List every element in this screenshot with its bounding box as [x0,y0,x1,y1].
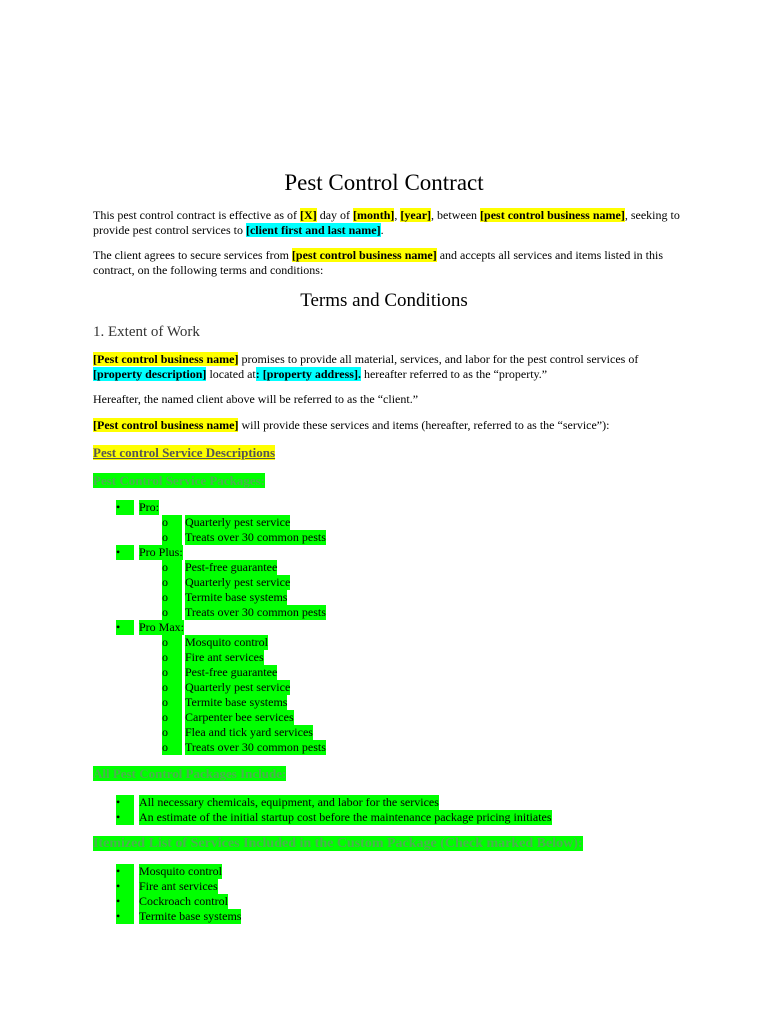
sub-bullet-icon: o [162,635,182,650]
terms-heading: Terms and Conditions [300,290,468,311]
section-1-paragraph-2 [93,392,683,407]
sub-bullet-icon: o [162,725,182,740]
itemized-heading-text: Itemized List of Services Included in the Custom Package (Check marked Below): [93,836,583,851]
list-item-text: Pest-free guarantee [185,560,278,574]
bullet-icon: • [116,864,134,879]
placeholder-field: [X] [300,208,317,222]
bullet-icon: • [116,894,134,909]
packages-heading-text: Pest Control Service Packages: [93,473,265,488]
list-item-text: Fire ant services [185,650,264,664]
list-item-text: Termite base systems [139,909,242,923]
list-item-text: Quarterly pest service [185,575,291,589]
placeholder-field: [pest control business name] [480,208,625,222]
list-item-text: Carpenter bee services [185,710,294,724]
sub-bullet-icon: o [162,515,182,530]
list-item-text: Mosquito control [185,635,268,649]
placeholder-field: [Pest control business name] [93,418,239,432]
sub-bullet-icon: o [162,695,182,710]
list-item-text: Quarterly pest service [185,515,291,529]
section-1-paragraph-3 [93,418,683,433]
text-run: located at [206,367,256,381]
itemized-heading [93,836,583,852]
list-item-text: An estimate of the initial startup cost before the maintenance package pricing initiates [139,810,552,824]
all-include-heading-text: All Pest Control Packages Include: [93,766,287,781]
placeholder-field: : [property address]. [255,367,361,381]
intro-paragraph-2 [93,248,683,278]
sub-bullet-icon: o [162,650,182,665]
section-1-paragraph-1 [93,352,683,382]
bullet-icon: • [116,795,134,810]
bullet-icon: • [116,879,134,894]
list-item-text: Treats over 30 common pests [185,605,326,619]
bullet-icon: • [116,810,134,825]
sub-bullet-icon: o [162,710,182,725]
list-item-text: All necessary chemicals, equipment, and labor for the services [139,795,439,809]
list-item-text: Cockroach control [139,894,228,908]
sub-bullet-icon: o [162,590,182,605]
text-run: The client agrees to secure services from [93,248,292,262]
packages-heading [93,473,265,489]
service-descriptions-heading [93,445,275,461]
intro-paragraph-1 [93,208,683,238]
list-item-text: Pro Max: [139,620,184,634]
document-title: Pest Control Contract [284,170,484,195]
section-1-heading: 1. Extent of Work [93,324,200,340]
sub-bullet-icon: o [162,680,182,695]
list-item-text: Treats over 30 common pests [185,530,326,544]
list-item-text: Mosquito control [139,864,222,878]
text-run: Hereafter, the named client above will be referred to as the “client.” [93,392,419,406]
service-descriptions-heading-text: Pest control Service Descriptions [93,445,276,460]
placeholder-field: [pest control business name] [291,248,437,262]
text-run: . [380,223,384,237]
text-run: day of [316,208,354,222]
sub-bullet-icon: o [162,575,182,590]
text-run: , between [431,208,481,222]
placeholder-field: [year] [400,208,432,222]
text-run: and accepts all services and items listed in this contract, on the following terms and conditions: [93,248,663,277]
placeholder-field: [property description] [93,367,207,381]
list-item-text: Pest-free guarantee [185,665,278,679]
bullet-icon: • [116,500,134,515]
placeholder-field: [Pest control business name] [93,352,239,366]
all-include-heading [93,766,286,782]
bullet-icon: • [116,909,134,924]
placeholder-field: [month] [353,208,395,222]
list-item-text: Pro Plus: [139,545,183,559]
bullet-icon: • [116,620,134,635]
placeholder-field: [client first and last name] [245,223,381,237]
list-item-text: Termite base systems [185,695,288,709]
sub-bullet-icon: o [162,665,182,680]
text-run: will provide these services and items (hereafter, referred to as the “service”): [238,418,610,432]
text-run: , seeking to provide pest control services to [93,208,680,237]
list-item-text: Quarterly pest service [185,680,291,694]
list-item-text: Pro: [139,500,160,514]
text-run: hereafter referred to as the “property.” [360,367,548,381]
bullet-icon: • [116,545,134,560]
sub-bullet-icon: o [162,740,182,755]
list-item-text: Flea and tick yard services [185,725,313,739]
list-item-text: Termite base systems [185,590,288,604]
sub-bullet-icon: o [162,560,182,575]
list-item-text: Fire ant services [139,879,218,893]
text-run: This pest control contract is effective as of [93,208,301,222]
list-item-text: Treats over 30 common pests [185,740,326,754]
sub-bullet-icon: o [162,530,182,545]
text-run: promises to provide all material, services, and labor for the pest control services of [238,352,639,366]
text-run: , [394,208,401,222]
sub-bullet-icon: o [162,605,182,620]
